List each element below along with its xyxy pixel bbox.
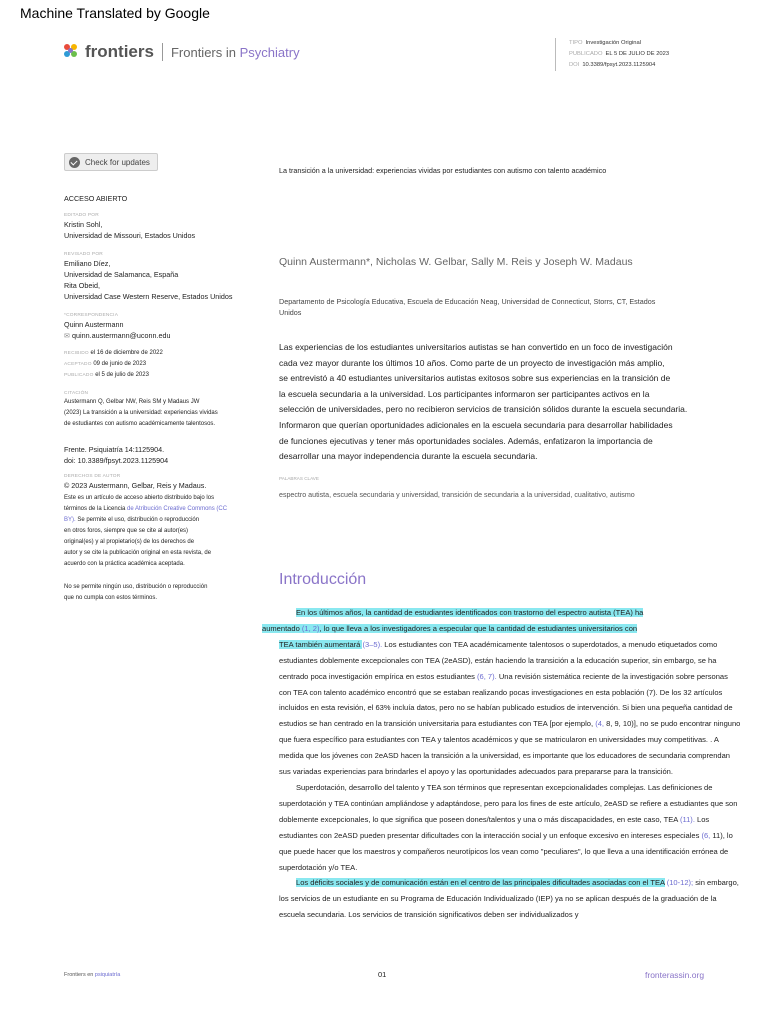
journal-reference: Frente. Psiquiatría 14:1125904. doi: 10.3389/fpsyt.2023.1125904 <box>64 445 169 465</box>
abstract: Las experiencias de los estudiantes universitarios autistas se han convertido en un foco de investigación cada vez mayor durante los últimos 10 años. Como parte de un proyecto de investigación más amplio, se entrevistó a 40 estudiantes universitarios autistas exitosos sobre sus experiencias en la transición de la escuela secundaria a la universidad. Los participantes informaron ser participantes activos en la selección de universidades, pero no recibieron servicios de transición sólidos durante la escuela secundaria. Informaron que querían oportunidades adicionales en la escuela secundaria para desarrollar habilidades de funciones ejecutivas y tener más oportunidades sociales. Además, enfatizaron la importancia de desarrollar una mayor independencia durante la escuela secundaria. <box>279 342 688 462</box>
paragraph-1: En los últimos años, la cantidad de estudiantes identificados con trastorno del espectro autista (TEA) ha aumentado (1, 2), lo que lleva a los investigadores a especular que la cantidad de estudiantes universitarios con TEA también aumentará (3–5). Los estudiantes con TEA académicamente talentosos o superdotados, a menudo etiquetados como estudiantes doblemente excepcionales con TEA (2eASD), están haciendo la transición a la educación superior, sin embargo, se ha centrado poca investigación empírica en estos estudiantes (6, 7). Una revisión sistemática reciente de la investigación sobre personas con TEA con talento académico encontró que se estaban realizando pocas investigaciones en esta población (7). De los 32 artículos incluidos en esta revisión, el 63% incluía datos, pero no se habían publicado estudios de intervención. Si bien una pequeña cantidad de estudios se han centrado en la transición universitaria para estudiantes con TEA [por ejemplo, (4, 8, 9, 10)], no se pudo encontrar ninguno que fuera específico para estudiantes con TEA y talentos académicos y que se matricularon en universidades muy competitivas. . A medida que los jóvenes con 2eASD hacen la transición a la universidad, es importante que los educadores de secundaria comprendan sus variadas experiencias para brindarles el apoyo y las oportunidades adecuados para prepararse para la transición. <box>262 608 741 777</box>
page-number: 01 <box>378 970 387 979</box>
frontiers-logo-icon <box>64 44 80 60</box>
citation-link[interactable]: (4, <box>595 719 604 729</box>
license-link-cont[interactable]: BY). <box>64 517 76 523</box>
logo-divider <box>162 43 163 61</box>
journal-name: Frontiers in Psychiatry <box>170 44 300 60</box>
edited-by: EDITADO POR Kristin Sohl, Universidad de Missouri, Estados Unidos <box>64 213 196 240</box>
meta-published: PUBLICADO EL 5 DE JULIO DE 2023 <box>569 51 670 57</box>
footer-journal: Frontiers en psiquiatría <box>64 972 121 978</box>
article-meta <box>555 38 669 71</box>
journal-logo[interactable] <box>64 42 300 62</box>
meta-doi: DOI 10.3389/fpsyt.2023.1125904 <box>569 62 656 68</box>
article-dates: RECIBIDO el 16 de diciembre de 2022 ACEPTADO 09 de junio de 2023 PUBLICADO el 5 de julio de 2023 <box>64 350 163 378</box>
brand-name: frontiers <box>85 42 154 61</box>
authors: Quinn Austermann*, Nicholas W. Gelbar, Sally M. Reis y Joseph W. Madaus <box>279 256 633 268</box>
check-for-updates-button[interactable] <box>64 153 158 171</box>
license-terms: No se permite ningún uso, distribución o reproducción que no cumpla con estos términos. <box>64 584 208 601</box>
introduction-body <box>262 605 741 923</box>
footer-site-link[interactable]: fronterassin.org <box>645 970 705 980</box>
checkmark-icon <box>69 157 80 168</box>
citation-link[interactable]: (3–5). <box>362 639 383 649</box>
envelope-icon: ✉ <box>64 331 71 340</box>
check-for-updates-label: Check for updates <box>85 157 150 167</box>
citation: CITACIÓN Austermann Q, Gelbar NW, Reis SM y Madaus JW (2023) La transición a la universidad: experiencias vividas de estudiantes con autismo académicamente talentosos. <box>64 391 218 427</box>
citation-link[interactable]: (11). <box>679 814 695 824</box>
citation-link[interactable]: (10-12); <box>666 878 694 888</box>
keywords: espectro autista, escuela secundaria y universidad, transición de secundaria a la universidad, cualitativo, autismo <box>279 491 635 499</box>
machine-translation-banner: Machine Translated by Google <box>20 5 210 21</box>
license-text: Este es un artículo de acceso abierto distribuido bajo los términos de la Licencia de Atribución Creative Commons (CC BY). Se permite el uso, distribución o reproducción en otros foros, siempre que se cite al autor(es) original(es) y al propietario(s) de los derechos de autor y se cite la publicación original en esta revista, de acuerdo con la práctica académica aceptada. <box>64 495 228 567</box>
citation-link[interactable]: (1, 2) <box>301 623 320 633</box>
citation-link[interactable]: (6, <box>701 830 711 840</box>
citation-link[interactable]: (6, 7). <box>477 671 497 681</box>
paragraph-2: Superdotación, desarrollo del talento y TEA son términos que representan excepcionalidades complejas. Las definiciones de superdotación y TEA continúan ampliándose y adaptándose, pero para los fines de este artículo, 2eASD se refiere a estudiantes que son doblemente excepcionales, lo que significa que poseen dones/talentos y una o más discapacidades, en este caso, TEA (11). Los estudiantes con 2eASD pueden presentar dificultades con la interacción social y un enfoque excesivo en intereses especiales (6, 11), lo que puede hacer que los maestros y compañeros neurotípicos los vean como "peculiares", lo que lleva a una identificación errónea de superdotación y/o TEA. <box>279 782 738 872</box>
section-heading-introduction: Introducción <box>279 571 367 588</box>
paragraph-3: Los déficits sociales y de comunicación están en el centro de las principales dificultades asociadas con el TEA (10-12); sin embargo, los servicios de un estudiante en su Programa de Educación Individualizado (IEP) ya no se aplican después de la graduación de la escuela secundaria. Los servicios de transición significativos deben ser individualizados y <box>279 878 739 920</box>
license-link[interactable]: de Atribución Creative Commons (CC <box>127 506 228 512</box>
meta-type: TIPO Investigación Original <box>569 40 641 46</box>
open-access-label: ACCESO ABIERTO <box>64 194 128 203</box>
correspondence: *CORRESPONDENCIA Quinn Austermann ✉ quinn.austermann@uconn.edu <box>64 312 259 341</box>
reviewed-by: REVISADO POR Emiliano Díez, Universidad de Salamanca, España Rita Obeid, Universidad Case Western Reserve, Estados Unidos <box>64 252 233 301</box>
article-short-title: La transición a la universidad: experiencias vividas por estudiantes con autismo con talento académico <box>279 166 607 175</box>
keywords-label: PALABRAS CLAVE <box>279 476 319 481</box>
affiliation: Departamento de Psicología Educativa, Escuela de Educación Neag, Universidad de Connecticut, Storrs, CT, Estados Unidos <box>279 297 656 317</box>
copyright: DERECHOS DE AUTOR © 2023 Austermann, Gelbar, Reis y Madaus. <box>64 474 207 490</box>
email-link[interactable]: ✉ quinn.austermann@uconn.edu <box>64 331 171 340</box>
